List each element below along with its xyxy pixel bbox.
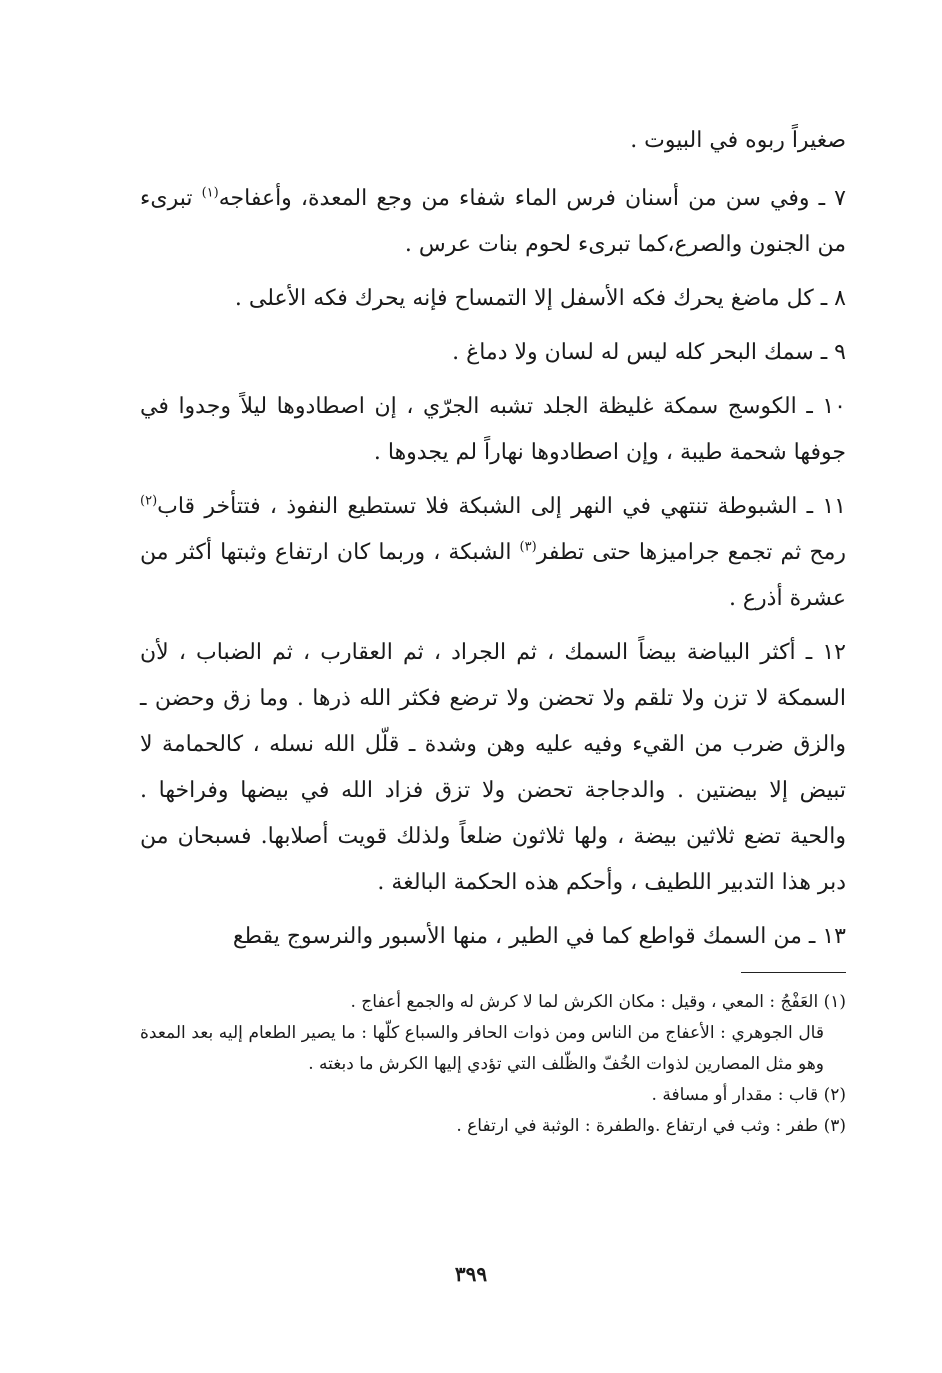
paragraph-10: ١٠ ـ الكوسج سمكة غليظة الجلد تشبه الجرّي ، إن اصطادوها ليلاً وجدوا في جوفها شحمة طيبة ، وإن اصطادوها نهاراً لم يجدوها . [140, 394, 846, 465]
footnotes [140, 987, 846, 1142]
footnote-ref-3[interactable]: (٣) [519, 539, 537, 555]
paragraph-11-text-c: الشبكة ، وربما كان ارتفاع وثبتها أكثر من عشرة أذرع . [140, 540, 846, 611]
paragraph-11-text-a: ١١ ـ الشبوطة تنتهي في النهر إلى الشبكة فلا تستطيع النفوذ ، فتتأخر قاب [157, 494, 846, 519]
page-content [140, 118, 846, 1142]
paragraph-13: ١٣ ـ من السمك قواطع كما في الطير ، منها الأسبور والنرسوج يقطع [232, 924, 846, 949]
page-number: ٣٩٩ [454, 1262, 488, 1286]
footnote-ref-1[interactable]: (١) [201, 185, 219, 201]
paragraph-9: ٩ ـ سمك البحر كله ليس له لسان ولا دماغ . [452, 340, 846, 365]
paragraph-11-text-b: رمح ثم تجمع جراميزها حتى تطفر [536, 540, 846, 565]
paragraph-12: ١٢ ـ أكثر البياضة بيضاً السمك ، ثم الجراد ، ثم العقارب ، ثم الضباب ، لأن السمكة لا تزن ولا تلقم ولا تحضن ولا ترضع فكثر الله ذرها . وما زق وحضن ـ والزق ضرب من القيء وفيه عليه وهن وشدة ـ قلّل الله نسله ، كالحمامة لا تبيض إلا بيضتين . والدجاجة تحضن ولا تزق فزاد الله في بيضها وفراخها . والحية تضع ثلاثين بيضة ، ولها ثلاثون ضلعاً ولذلك قويت أصلابها. فسبحان من دبر هذا التدبير اللطيف ، وأحكم هذه الحكمة البالغة . [140, 640, 846, 895]
footnote-separator [741, 972, 846, 973]
paragraph-8: ٨ ـ كل ماضغ يحرك فكه الأسفل إلا التمساح فإنه يحرك فكه الأعلى . [234, 286, 846, 311]
footnote-1-continuation: قال الجوهري : الأعفاج من الناس ومن ذوات الحافر والسباع كلّها : ما يصير الطعام إليه بعد المعدة وهو مثل المصارين لذوات الخُفّ والظّلف التي تؤدي إليها الكرش ما دبغته . [140, 1023, 824, 1074]
paragraph-7-text-b: تبرىء من الجنون والصرع،كما تبرىء لحوم بنات عرس . [140, 186, 846, 257]
footnote-3: (٣) طفر : وثب في ارتفاع .والطفرة : الوثبة في ارتفاع . [456, 1116, 846, 1136]
footnote-ref-2[interactable]: (٢) [140, 493, 158, 509]
footnote-2: (٢) قاب : مقدار أو مسافة . [651, 1085, 846, 1105]
footnote-1: (١) العَفْجُ : المعي ، وقيل : مكان الكرش لما لا كرش له والجمع أعفاج . [350, 992, 846, 1012]
main-text [140, 118, 846, 960]
paragraph-7-text-a: ٧ ـ وفي سن من أسنان فرس الماء شفاء من وجع المعدة، وأعفاجه [218, 186, 846, 211]
paragraph-intro: صغيراً ربوه في البيوت . [630, 128, 846, 153]
paragraph-7 [140, 176, 846, 268]
paragraph-11 [140, 484, 846, 622]
